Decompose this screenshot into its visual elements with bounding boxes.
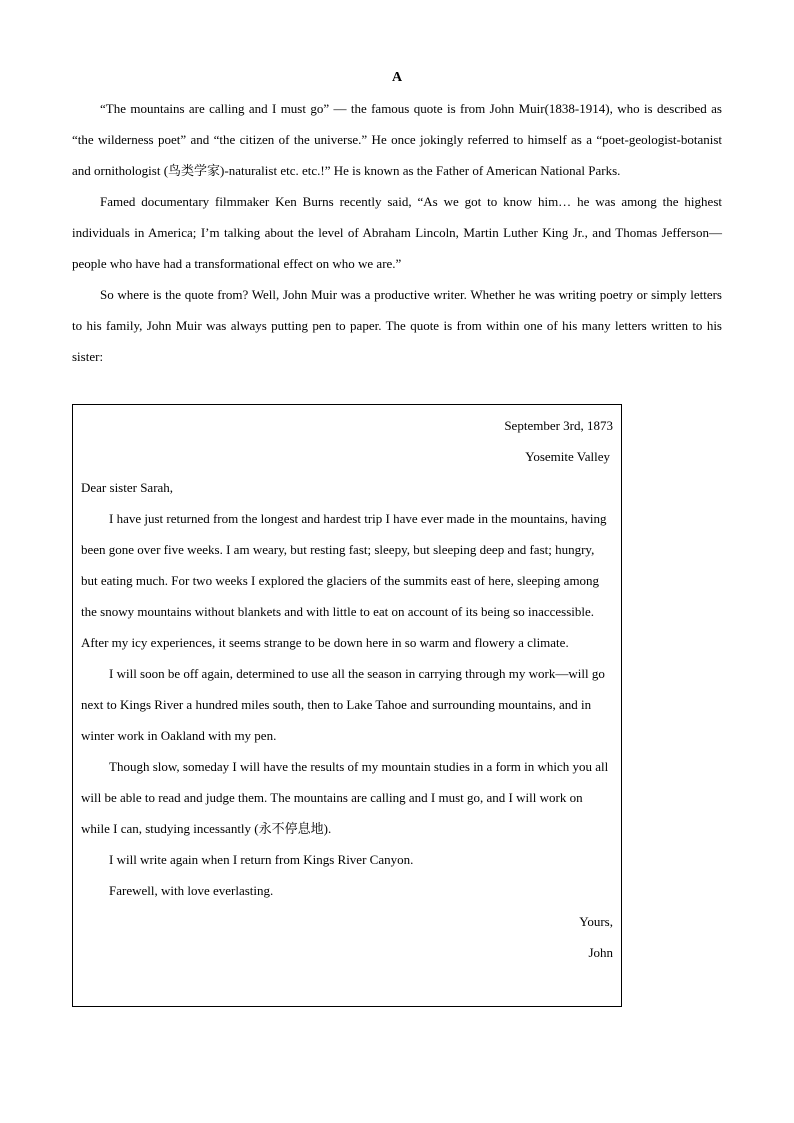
paragraph-intro: “The mountains are calling and I must go” — the famous quote is from John Muir(1838-1914), who is described as “the wilderness poet” and “the citizen of the universe.” He once jokingly referred to himself as a “poet-geologist-botanist and ornithologist (鸟类学家)-naturalist etc. etc.!” He is known as the Father of American National Parks.: [72, 101, 722, 178]
letter-paragraph: I have just returned from the longest and hardest trip I have ever made in the mountains, having been gone over five weeks. I am weary, but resting fast; sleepy, but sleeping deep and fast; hungry, but eating much. For two weeks I explored the glaciers of the summits east of here, sleeping among the snowy mountains without blankets and with little to eat on account of its being so inaccessible. After my icy experiences, it seems strange to be down here in so warm and flowery a climate.: [81, 511, 607, 650]
letter-signature: John: [588, 945, 613, 960]
letter-paragraph: I will soon be off again, determined to use all the season in carrying through my work—will go next to Kings River a hundred miles south, then to Lake Tahoe and surrounding mountains, and in winter work in Oakland with my pen.: [81, 666, 605, 743]
paragraph-quote-source: So where is the quote from? Well, John Muir was a productive writer. Whether he was writing poetry or simply letters to his family, John Muir was always putting pen to paper. The quote is from within one of his many letters written to his sister:: [72, 287, 722, 364]
letter-paragraph: I will write again when I return from Kings River Canyon.: [109, 852, 414, 867]
letter-salutation: Dear sister Sarah,: [81, 480, 174, 495]
letter-place: Yosemite Valley: [525, 449, 610, 464]
section-heading: A: [391, 70, 403, 85]
letter-date: September 3rd, 1873: [504, 418, 613, 433]
article: [72, 62, 722, 372]
letter-paragraph: Farewell, with love everlasting.: [109, 883, 274, 898]
paragraph-ken-burns-quote: Famed documentary filmmaker Ken Burns recently said, “As we got to know him… he was among the highest individuals in America; I’m talking about the level of Abraham Lincoln, Martin Luther King Jr., and Thomas Jefferson— people who have had a transformational effect on who we are.”: [72, 194, 722, 271]
letter-box: [72, 404, 622, 1007]
letter-paragraph: Though slow, someday I will have the results of my mountain studies in a form in which you all will be able to read and judge them. The mountains are calling and I must go, and I will work on while I can, studying incessantly (永不停息地).: [81, 759, 609, 836]
letter-closing: Yours,: [579, 914, 613, 929]
